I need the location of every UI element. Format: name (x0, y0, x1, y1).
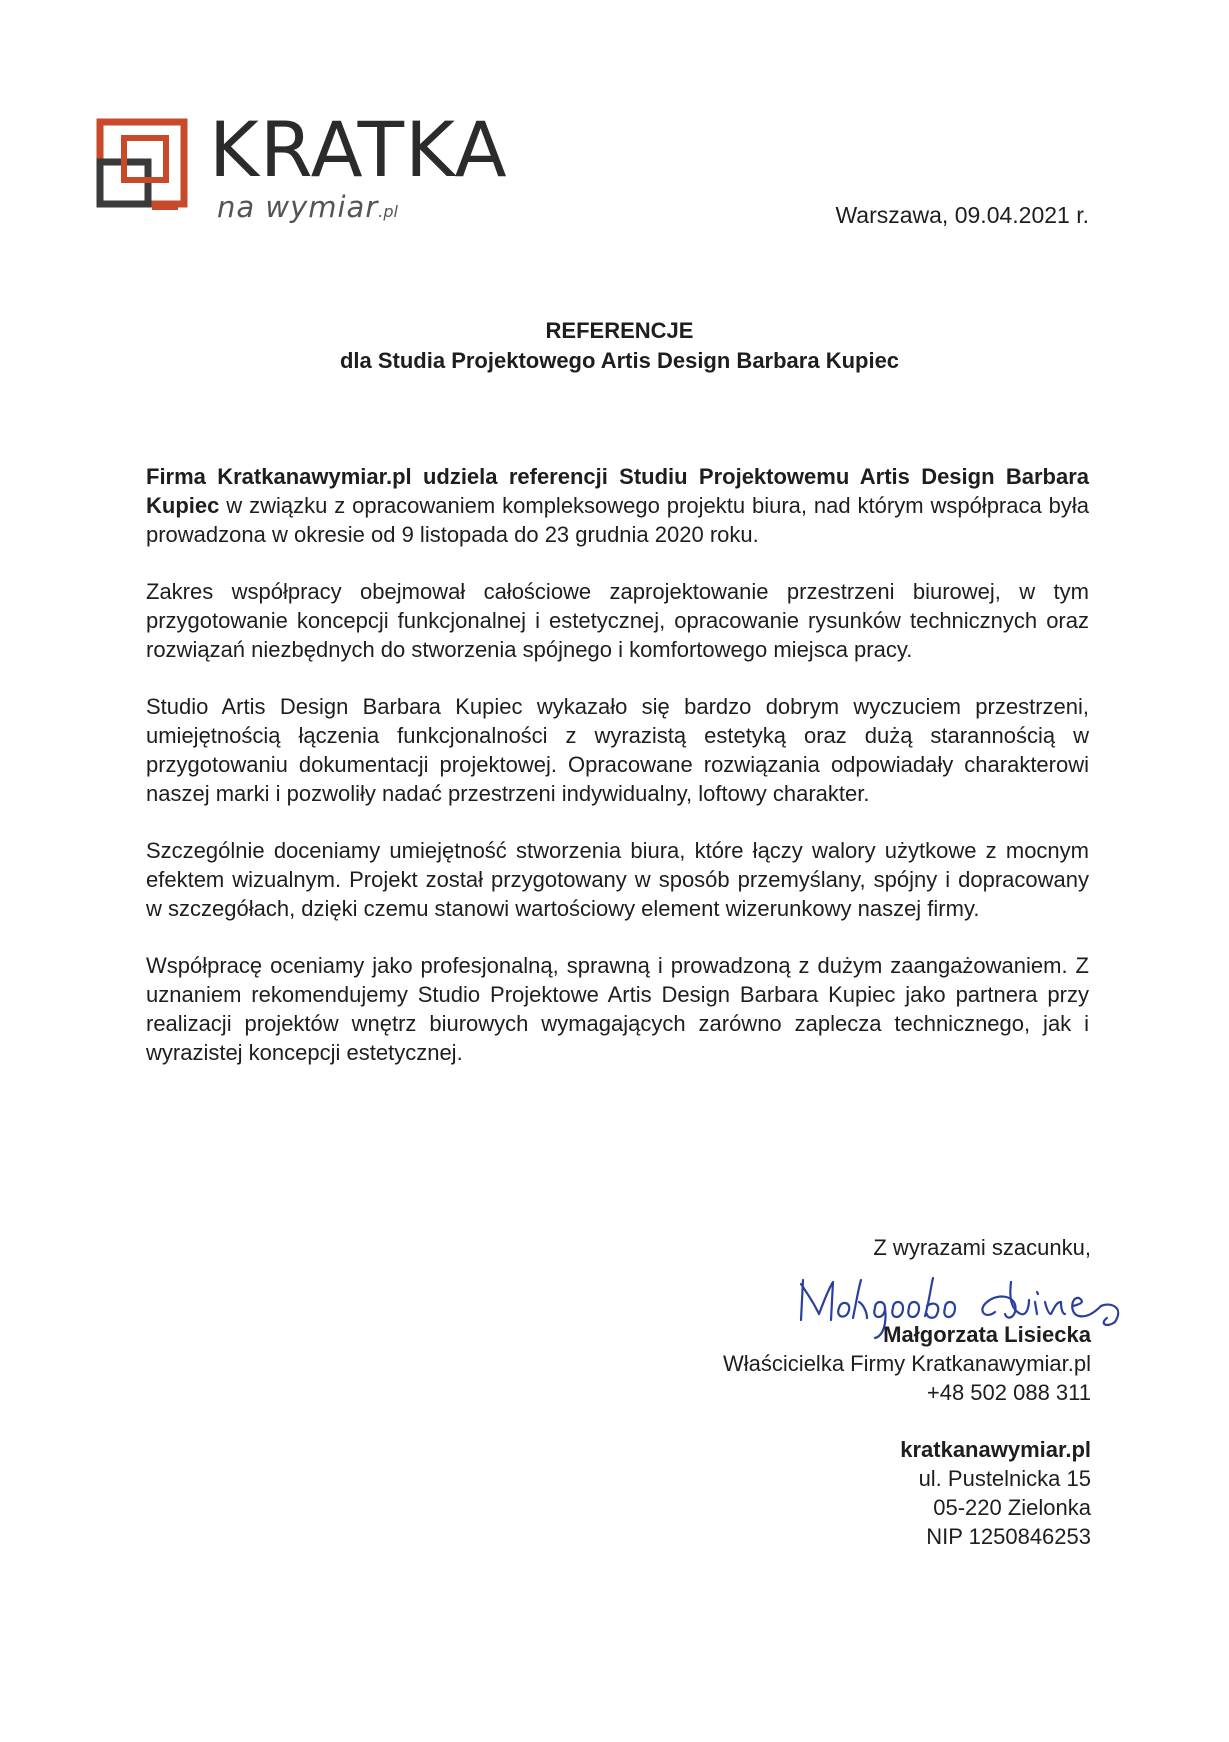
logo-tld: .pl (378, 202, 398, 221)
paragraph-3: Studio Artis Design Barbara Kupiec wykazało się bardzo dobrym wyczuciem przestrzeni, umiejętnością łączenia funkcjonalności z wyrazistą estetyką oraz dużą starannością w przygotowaniu dokumentacji projektowej. Opracowane rozwiązania odpowiadały charakterowi naszej marki i pozwoliły nadać przestrzeni indywidualny, loftowy charakter. (146, 694, 1089, 806)
letter-body (146, 462, 1089, 1095)
paragraph-4: Szczególnie doceniamy umiejętność stworzenia biura, które łączy walory użytkowe z mocnym efektem wizualnym. Projekt został przygotowany w sposób przemyślany, spójny i dopracowany w szczegółach, dzięki czemu stanowi wartościowy element wizerunkowy naszej firmy. (146, 838, 1089, 921)
company-address (900, 1435, 1091, 1551)
signatory-phone: +48 502 088 311 (926, 1380, 1091, 1405)
logo-squares-icon (96, 118, 196, 218)
paragraph-2: Zakres współpracy obejmował całościowe zaprojektowanie przestrzeni biurowej, w tym przygotowanie koncepcji funkcjonalnej i estetycznej, opracowanie rysunków technicznych oraz rozwiązań niezbędnych do stworzenia spójnego i komfortowego miejsca pracy. (146, 579, 1089, 662)
signatory-role: Właścicielka Firmy Kratkanawymiar.pl (723, 1351, 1091, 1376)
logo-wordmark: KRATKA (209, 105, 508, 194)
paragraph-1 (146, 462, 1089, 549)
paragraph-5: Współpracę oceniamy jako profesjonalną, sprawną i prowadzoną z dużym zaangażowaniem. Z uznaniem rekomendujemy Studio Projektowe Artis Design Barbara Kupiec jako partnera przy realizacji projektów wnętrz biurowych wymagających zarówno zaplecza technicznego, jak i wyrazistej koncepcji estetycznej. (146, 953, 1089, 1065)
closing-salutation: Z wyrazami szacunku, (873, 1235, 1091, 1260)
document-title: REFERENCJE (545, 318, 694, 343)
document-date: Warszawa, 09.04.2021 r. (835, 202, 1089, 228)
company-city: 05-220 Zielonka (933, 1495, 1091, 1520)
signatory-block (723, 1320, 1091, 1407)
company-street: ul. Pustelnicka 15 (918, 1466, 1091, 1491)
paragraph-1-rest: w związku z opracowaniem kompleksowego projektu biura, nad którym współpraca była prowadzona w okresie od 9 listopada do 23 grudnia 2020 roku. (146, 493, 1089, 547)
signatory-name: Małgorzata Lisiecka (883, 1322, 1091, 1347)
logo-tagline-text: na wymiar (217, 190, 379, 224)
company-nip: NIP 1250846253 (926, 1524, 1091, 1549)
company-logo (96, 105, 536, 228)
company-website: kratkanawymiar.pl (900, 1437, 1091, 1462)
logo-tagline (217, 190, 398, 224)
paragraph-1-bold: Firma Kratkanawymiar.pl udziela referencji Studiu Projektowemu Artis Design Barbara Kupiec (146, 464, 1089, 518)
document-subtitle: dla Studia Projektowego Artis Design Barbara Kupiec (339, 348, 900, 373)
